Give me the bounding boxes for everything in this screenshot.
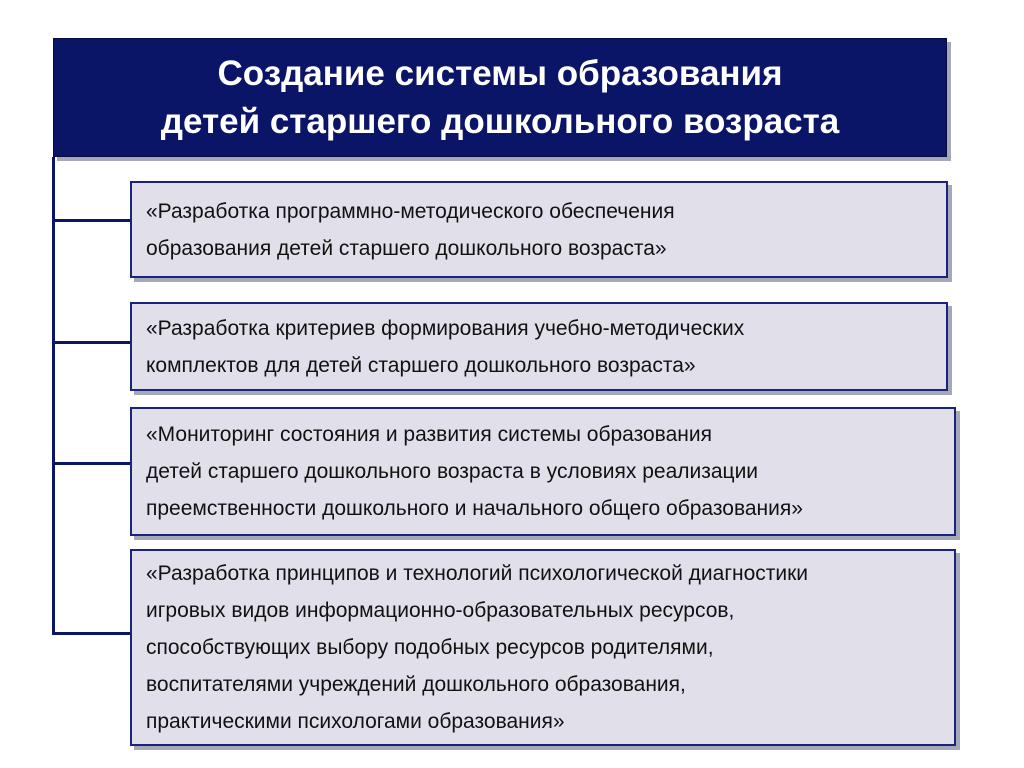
item-4-line-3: способствующих выбору подобных ресурсов родителями, — [146, 636, 714, 659]
connector-item-4 — [52, 632, 132, 635]
connector-item-1 — [52, 219, 132, 222]
title-line-1: Создание системы образования — [217, 53, 783, 93]
item-4-line-4: воспитателями учреждений дошкольного образования, — [146, 673, 686, 696]
connector-item-2 — [52, 341, 132, 344]
item-1-line-1: «Разработка программно-методического обеспечения — [146, 199, 675, 223]
item-3-line-3: преемственности дошкольного и начального общего образования» — [146, 497, 803, 520]
item-box-4 — [130, 549, 956, 746]
item-2-line-1: «Разработка критериев формирования учебно-методических — [146, 316, 745, 340]
title-line-2: детей старшего дошкольного возраста — [160, 101, 840, 141]
connector-item-3 — [52, 462, 132, 465]
item-3-line-1: «Мониторинг состояния и развития системы образования — [146, 423, 712, 446]
vertical-connector — [52, 157, 55, 635]
item-4-line-5: практическими психологами образования» — [146, 710, 565, 733]
item-3-line-2: детей старшего дошкольного возраста в условиях реализации — [146, 460, 759, 483]
item-1-line-2: образования детей старшего дошкольного возраста» — [146, 236, 667, 260]
diagram-title-box — [53, 38, 947, 157]
item-box-3 — [130, 407, 956, 536]
item-2-line-2: комплектов для детей старшего дошкольного возраста» — [146, 353, 696, 377]
item-box-2 — [130, 302, 948, 391]
item-box-1 — [130, 181, 948, 278]
item-4-line-2: игровых видов информационно-образовательных ресурсов, — [146, 599, 735, 622]
item-4-line-1: «Разработка принципов и технологий психологической диагностики — [146, 562, 809, 585]
